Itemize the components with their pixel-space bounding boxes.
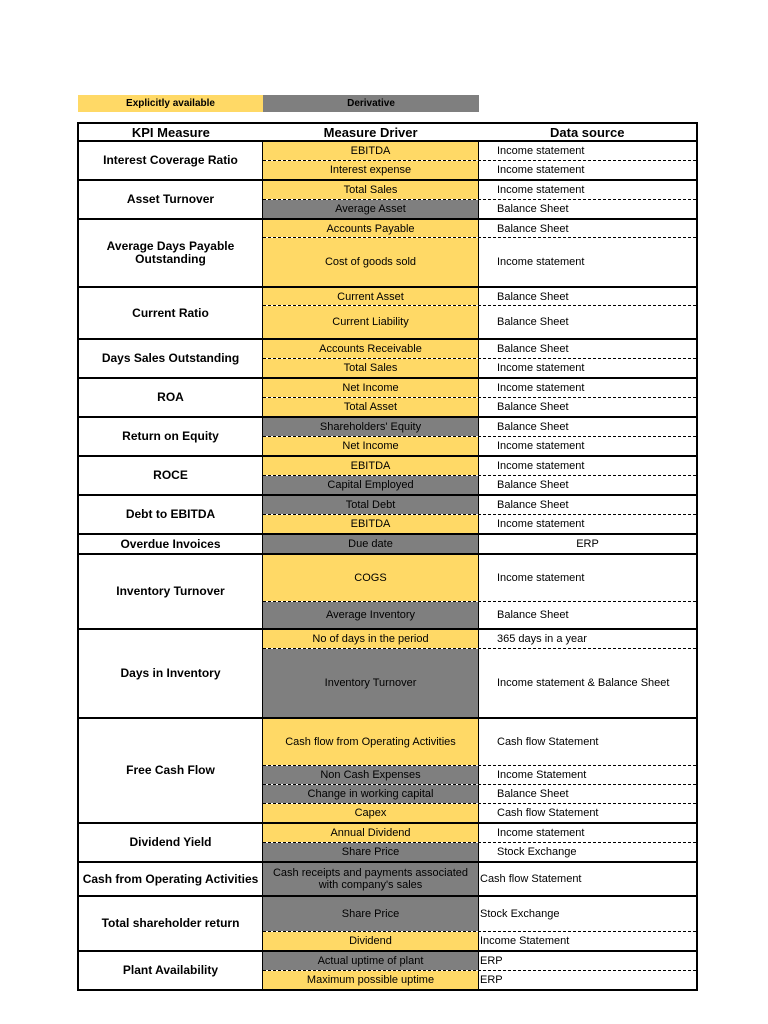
table-row bbox=[263, 288, 696, 305]
kpi-table bbox=[77, 122, 698, 991]
table-row bbox=[263, 160, 696, 179]
driver-rows bbox=[263, 555, 696, 628]
data-source-cell: Income statement bbox=[497, 145, 585, 157]
data-source-cell: Income statement bbox=[497, 382, 585, 394]
table-row bbox=[263, 784, 696, 803]
table-row bbox=[263, 418, 696, 436]
legend bbox=[78, 95, 479, 112]
measure-driver-cell: Capex bbox=[263, 804, 479, 822]
driver-rows bbox=[263, 630, 696, 717]
kpi-measure-name: Days in Inventory bbox=[79, 630, 263, 717]
measure-driver-cell: Due date bbox=[263, 535, 479, 553]
measure-driver-cell: Total Debt bbox=[263, 496, 479, 514]
table-row bbox=[263, 630, 696, 648]
table-row bbox=[263, 237, 696, 286]
measure-driver-cell: Actual uptime of plant bbox=[263, 952, 479, 970]
table-body bbox=[77, 142, 698, 991]
kpi-group bbox=[77, 555, 698, 630]
table-row bbox=[263, 220, 696, 237]
measure-driver-cell: Accounts Payable bbox=[263, 220, 479, 237]
table-row bbox=[263, 199, 696, 218]
kpi-measure-name: Return on Equity bbox=[79, 418, 263, 455]
table-row bbox=[263, 181, 696, 199]
measure-driver-cell: Average Inventory bbox=[263, 602, 479, 628]
table-row bbox=[263, 952, 696, 970]
measure-driver-cell: Current Liability bbox=[263, 306, 479, 338]
data-source-cell: Cash flow Statement bbox=[480, 873, 582, 885]
driver-rows bbox=[263, 952, 696, 989]
table-row bbox=[263, 340, 696, 358]
header-data-source: Data source bbox=[550, 124, 625, 140]
data-source-cell: Cash flow Statement bbox=[497, 807, 599, 819]
driver-rows bbox=[263, 181, 696, 218]
measure-driver-cell: Net Income bbox=[263, 379, 479, 397]
kpi-group bbox=[77, 496, 698, 535]
measure-driver-cell: Share Price bbox=[263, 843, 479, 861]
data-source-cell: ERP bbox=[480, 955, 503, 967]
data-source-cell: Balance Sheet bbox=[497, 609, 569, 621]
data-source-cell: Balance Sheet bbox=[497, 316, 569, 328]
table-row bbox=[263, 555, 696, 601]
data-source-cell: Income statement bbox=[497, 256, 585, 268]
kpi-measure-name: Total shareholder return bbox=[79, 897, 263, 950]
kpi-measure-name: Average Days Payable Outstanding bbox=[79, 220, 263, 286]
kpi-group bbox=[77, 418, 698, 457]
table-row bbox=[263, 601, 696, 628]
table-row bbox=[263, 496, 696, 514]
data-source-cell: Balance Sheet bbox=[497, 421, 569, 433]
kpi-measure-name: Debt to EBITDA bbox=[79, 496, 263, 533]
data-source-cell: Income Statement bbox=[480, 935, 570, 947]
table-row bbox=[263, 648, 696, 717]
measure-driver-cell: Total Asset bbox=[263, 398, 479, 416]
measure-driver-cell: Cash flow from Operating Activities bbox=[263, 719, 479, 765]
table-header bbox=[77, 122, 698, 142]
measure-driver-cell: EBITDA bbox=[263, 515, 479, 533]
driver-rows bbox=[263, 288, 696, 338]
kpi-group bbox=[77, 457, 698, 496]
measure-driver-cell: Interest expense bbox=[263, 161, 479, 179]
kpi-measure-name: Interest Coverage Ratio bbox=[79, 142, 263, 179]
table-row bbox=[263, 142, 696, 160]
driver-rows bbox=[263, 418, 696, 455]
measure-driver-cell: Capital Employed bbox=[263, 476, 479, 494]
data-source-cell: Balance Sheet bbox=[497, 788, 569, 800]
kpi-group bbox=[77, 535, 698, 555]
data-source-cell: Income statement & Balance Sheet bbox=[497, 677, 670, 689]
measure-driver-cell: COGS bbox=[263, 555, 479, 601]
data-source-cell: Balance Sheet bbox=[497, 343, 569, 355]
legend-explicitly-available: Explicitly available bbox=[78, 95, 263, 112]
measure-driver-cell: Non Cash Expenses bbox=[263, 766, 479, 784]
driver-rows bbox=[263, 340, 696, 377]
measure-driver-cell: Average Asset bbox=[263, 200, 479, 218]
measure-driver-cell: EBITDA bbox=[263, 142, 479, 160]
measure-driver-cell: Shareholders' Equity bbox=[263, 418, 479, 436]
kpi-measure-name: Cash from Operating Activities bbox=[79, 863, 263, 895]
kpi-group bbox=[77, 952, 698, 991]
table-row bbox=[263, 897, 696, 931]
measure-driver-cell: No of days in the period bbox=[263, 630, 479, 648]
kpi-group bbox=[77, 630, 698, 719]
table-row bbox=[263, 803, 696, 822]
data-source-cell: Income statement bbox=[497, 572, 585, 584]
measure-driver-cell: Maximum possible uptime bbox=[263, 971, 479, 989]
data-source-cell: Income statement bbox=[497, 184, 585, 196]
measure-driver-cell: Total Sales bbox=[263, 181, 479, 199]
header-kpi-measure: KPI Measure bbox=[131, 124, 210, 140]
kpi-group bbox=[77, 379, 698, 418]
measure-driver-cell: Share Price bbox=[263, 897, 479, 931]
driver-rows bbox=[263, 824, 696, 861]
measure-driver-cell: Cash receipts and payments associated with company's sales bbox=[263, 863, 479, 895]
kpi-group bbox=[77, 288, 698, 340]
driver-rows bbox=[263, 719, 696, 822]
data-source-cell: Income statement bbox=[497, 460, 585, 472]
table-row bbox=[263, 397, 696, 416]
data-source-cell: ERP bbox=[576, 538, 599, 550]
measure-driver-cell: Dividend bbox=[263, 932, 479, 950]
driver-rows bbox=[263, 496, 696, 533]
kpi-group bbox=[77, 863, 698, 897]
kpi-measure-name: Free Cash Flow bbox=[79, 719, 263, 822]
driver-rows bbox=[263, 379, 696, 416]
table-row bbox=[263, 863, 696, 895]
measure-driver-cell: Current Asset bbox=[263, 288, 479, 305]
header-measure-driver: Measure Driver bbox=[323, 124, 418, 140]
kpi-measure-name: Dividend Yield bbox=[79, 824, 263, 861]
kpi-measure-name: Days Sales Outstanding bbox=[79, 340, 263, 377]
measure-driver-cell: Annual Dividend bbox=[263, 824, 479, 842]
data-source-cell: Balance Sheet bbox=[497, 499, 569, 511]
data-source-cell: Balance Sheet bbox=[497, 222, 569, 235]
kpi-measure-name: Overdue Invoices bbox=[79, 535, 263, 553]
data-source-cell: Cash flow Statement bbox=[497, 736, 599, 748]
table-row bbox=[263, 719, 696, 765]
kpi-group bbox=[77, 719, 698, 824]
measure-driver-cell: Inventory Turnover bbox=[263, 649, 479, 717]
data-source-cell: Income statement bbox=[497, 440, 585, 452]
kpi-measure-name: Inventory Turnover bbox=[79, 555, 263, 628]
data-source-cell: Balance Sheet bbox=[497, 290, 569, 303]
kpi-group bbox=[77, 824, 698, 863]
kpi-measure-name: ROA bbox=[79, 379, 263, 416]
kpi-measure-name: Current Ratio bbox=[79, 288, 263, 338]
kpi-group bbox=[77, 181, 698, 220]
measure-driver-cell: Total Sales bbox=[263, 359, 479, 377]
kpi-group bbox=[77, 142, 698, 181]
measure-driver-cell: EBITDA bbox=[263, 457, 479, 475]
data-source-cell: Income statement bbox=[497, 518, 585, 530]
data-source-cell: ERP bbox=[480, 974, 503, 986]
table-row bbox=[263, 514, 696, 533]
table-row bbox=[263, 931, 696, 950]
data-source-cell: Balance Sheet bbox=[497, 479, 569, 491]
measure-driver-cell: Net Income bbox=[263, 437, 479, 455]
table-row bbox=[263, 305, 696, 338]
measure-driver-cell: Change in working capital bbox=[263, 785, 479, 803]
table-row bbox=[263, 765, 696, 784]
table-row bbox=[263, 475, 696, 494]
kpi-measure-name: ROCE bbox=[79, 457, 263, 494]
data-source-cell: Income statement bbox=[497, 827, 585, 839]
kpi-group bbox=[77, 220, 698, 288]
data-source-cell: Income statement bbox=[497, 164, 585, 176]
data-source-cell: 365 days in a year bbox=[497, 633, 587, 645]
data-source-cell: Balance Sheet bbox=[497, 401, 569, 413]
table-row bbox=[263, 970, 696, 989]
table-row bbox=[263, 436, 696, 455]
data-source-cell: Income statement bbox=[497, 362, 585, 374]
table-row bbox=[263, 457, 696, 475]
data-source-cell: Stock Exchange bbox=[497, 846, 577, 858]
driver-rows bbox=[263, 457, 696, 494]
measure-driver-cell: Cost of goods sold bbox=[263, 238, 479, 286]
driver-rows bbox=[263, 535, 696, 553]
driver-rows bbox=[263, 897, 696, 950]
driver-rows bbox=[263, 220, 696, 286]
driver-rows bbox=[263, 142, 696, 179]
legend-derivative: Derivative bbox=[263, 95, 479, 112]
kpi-group bbox=[77, 897, 698, 952]
driver-rows bbox=[263, 863, 696, 895]
data-source-cell: Balance Sheet bbox=[497, 203, 569, 215]
measure-driver-cell: Accounts Receivable bbox=[263, 340, 479, 358]
table-row bbox=[263, 842, 696, 861]
kpi-group bbox=[77, 340, 698, 379]
kpi-measure-name: Plant Availability bbox=[79, 952, 263, 989]
data-source-cell: Income Statement bbox=[497, 769, 587, 781]
data-source-cell: Stock Exchange bbox=[480, 908, 560, 920]
table-row bbox=[263, 535, 696, 553]
kpi-measure-name: Asset Turnover bbox=[79, 181, 263, 218]
table-row bbox=[263, 358, 696, 377]
table-row bbox=[263, 824, 696, 842]
table-row bbox=[263, 379, 696, 397]
